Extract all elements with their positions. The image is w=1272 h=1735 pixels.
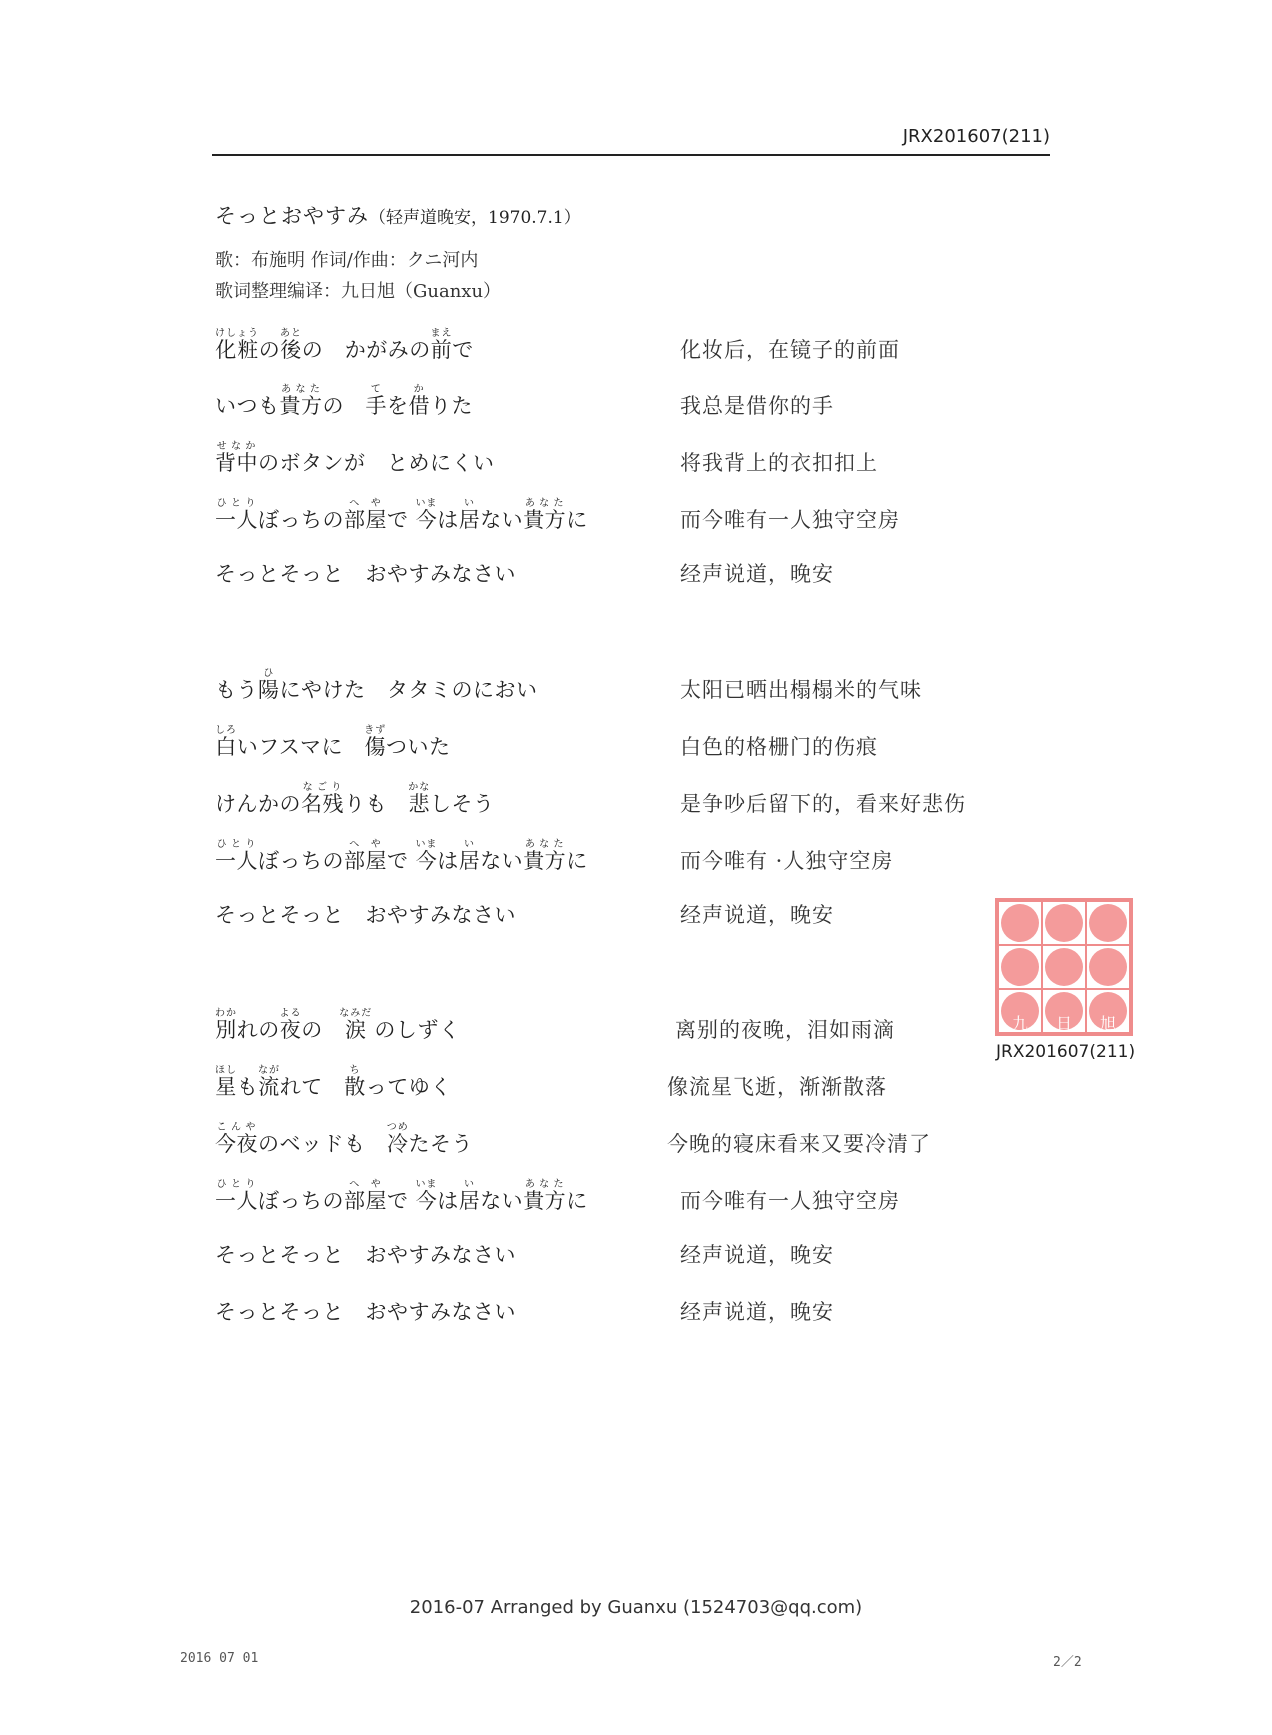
stamp-dot [1045,948,1083,986]
ruby-word: 傷きず [364,725,387,759]
lyric-japanese: 白しろいフスマに 傷きずついた [215,725,451,759]
ruby-word: 部屋へや [344,839,387,873]
stamp-cell [1086,945,1130,989]
ruby-word: 今いま [415,839,438,873]
arranger-line: 歌词整理编译：九日旭（Guanxu） [215,281,502,302]
lyric-chinese: 而今唯有一人独守空房 [680,1189,900,1213]
furigana: へや [344,498,387,509]
ruby-word: 一人ひとり [215,839,258,873]
footer-date: 2016 07 01 [180,1651,259,1666]
lyric-japanese: そっとそっと おやすみなさい [215,903,516,927]
ruby-word: 今いま [415,498,438,532]
furigana: せなか [215,441,258,452]
stamp-dot [1089,948,1127,986]
ruby-word: 居い [458,839,481,873]
lyric-chinese: 而今唯有一人独守空房 [680,508,900,532]
furigana: まえ [430,328,453,339]
stamp-cell [1042,901,1086,945]
ruby-word: 借か [408,384,430,418]
stamp-cell [998,901,1042,945]
stamp-dot [1001,948,1039,986]
ruby-word: 夜よる [279,1008,302,1042]
lyric-chinese: 白色的格栅门的伤痕 [680,735,878,759]
ruby-word: 居い [458,498,481,532]
furigana: なみだ [339,1008,373,1019]
ruby-word: 貴方あなた [279,384,323,418]
furigana: ち [344,1065,366,1076]
furigana: あなた [523,839,567,850]
lyric-japanese: 星ほしも流ながれて 散ちってゆく [215,1065,452,1099]
ruby-word: 前まえ [430,328,453,362]
lyric-chinese: 我总是借你的手 [680,394,834,418]
ruby-word: 悲かな [408,782,431,816]
lyric-japanese: 一人ひとりぼっちの部屋へやで 今いまは居いない貴方あなたに [215,1179,588,1213]
furigana: ひとり [215,839,258,850]
lyric-japanese: いつも貴方あなたの 手てを借かりた [215,384,473,418]
furigana: いま [415,498,438,509]
ruby-word: 貴方あなた [523,839,567,873]
lyric-chinese: 离别的夜晚，泪如雨滴 [675,1018,895,1042]
ruby-word: 陽ひ [258,668,280,702]
furigana: か [408,384,430,395]
furigana: い [458,498,481,509]
furigana: い [458,1179,481,1190]
stamp-char: 日 [1055,1014,1072,1033]
lyric-japanese: けんかの名残なごりりも 悲かなしそう [215,782,495,816]
credits-line: 歌：布施明 作词/作曲：クニ河内 [215,250,479,271]
ruby-word: 貴方あなた [523,498,567,532]
furigana: ひとり [215,498,258,509]
ruby-word: 部屋へや [344,1179,387,1213]
ruby-word: 居い [458,1179,481,1213]
furigana: ひ [258,668,280,679]
lyric-japanese: 一人ひとりぼっちの部屋へやで 今いまは居いない貴方あなたに [215,839,588,873]
furigana: あなた [523,498,567,509]
ruby-word: 冷つめ [386,1122,409,1156]
furigana: こんや [215,1122,258,1133]
ruby-word: 名残なごり [301,782,344,816]
lyric-chinese: 而今唯有 ·人独守空房 [680,849,894,873]
furigana: いま [415,839,438,850]
furigana: よる [279,1008,302,1019]
ruby-word: 後あと [280,328,302,362]
lyric-chinese: 将我背上的衣扣扣上 [680,451,878,475]
ruby-word: 今夜こんや [215,1122,258,1156]
song-title-main: そっとおやすみ [215,204,369,228]
lyric-chinese: 经声说道，晚安 [680,903,834,927]
ruby-word: 部屋へや [344,498,387,532]
stamp-code: JRX201607(211) [996,1042,1136,1062]
ruby-word: 星ほし [215,1065,237,1099]
footer-credit: 2016-07 Arranged by Guanxu (1524703@qq.com) [409,1597,863,1618]
seal-stamp [995,898,1133,1036]
stamp-cell [998,989,1042,1033]
furigana: なごり [301,782,344,793]
stamp-cell [998,945,1042,989]
ruby-word: 別わか [215,1008,237,1042]
stamp-cell [1086,989,1130,1033]
furigana: へや [344,839,387,850]
lyric-japanese: そっとそっと おやすみなさい [215,562,516,586]
furigana: ほし [215,1065,237,1076]
lyric-japanese: そっとそっと おやすみなさい [215,1243,516,1267]
ruby-word: 一人ひとり [215,1179,258,1213]
furigana: しろ [215,725,237,736]
lyric-chinese: 是争吵后留下的，看来好悲伤 [680,792,966,816]
lyric-chinese: 经声说道，晚安 [680,1243,834,1267]
ruby-word: 一人ひとり [215,498,258,532]
lyric-japanese: 別わかれの夜よるの 涙なみだ のしずく [215,1008,461,1042]
lyric-japanese: 背中せなかのボタンが とめにくい [215,441,495,475]
furigana: わか [215,1008,237,1019]
furigana: けしょう [215,328,259,339]
stamp-cell [1042,945,1086,989]
stamp-dot [1045,904,1083,942]
lyric-chinese: 今晚的寝床看来又要冷清了 [667,1132,931,1156]
furigana: へや [344,1179,387,1190]
lyric-chinese: 经声说道，晚安 [680,1300,834,1324]
furigana: あと [280,328,302,339]
furigana: あなた [523,1179,567,1190]
song-title [215,200,581,230]
ruby-word: 貴方あなた [523,1179,567,1213]
header-rule [212,154,1050,156]
lyric-chinese: 像流星飞逝，渐渐散落 [667,1075,887,1099]
furigana: あなた [279,384,323,395]
ruby-word: 流なが [258,1065,280,1099]
lyric-japanese: もう陽ひにやけた タタミのにおい [215,668,538,702]
lyric-japanese: 今夜こんやのベッドも 冷つめたそう [215,1122,473,1156]
song-title-sub: （轻声道晚安，1970.7.1） [369,208,581,228]
ruby-word: 化粧けしょう [215,328,259,362]
lyric-japanese: 一人ひとりぼっちの部屋へやで 今いまは居いない貴方あなたに [215,498,588,532]
page-number: 2／2 [1053,1655,1082,1670]
ruby-word: 散ち [344,1065,366,1099]
furigana: つめ [386,1122,409,1133]
furigana: いま [415,1179,438,1190]
furigana: い [458,839,481,850]
furigana: きず [364,725,387,736]
ruby-word: 今いま [415,1179,438,1213]
ruby-word: 背中せなか [215,441,258,475]
furigana: なが [258,1065,280,1076]
lyric-chinese: 经声说道，晚安 [680,562,834,586]
ruby-word: 手て [365,384,387,418]
stamp-char: 旭 [1099,1014,1116,1033]
stamp-dot [1089,904,1127,942]
stamp-char: 九 [1011,1014,1028,1033]
header-code: JRX201607(211) [902,126,1050,147]
stamp-dot [1001,904,1039,942]
furigana: て [365,384,387,395]
lyric-japanese: そっとそっと おやすみなさい [215,1300,516,1324]
furigana: ひとり [215,1179,258,1190]
ruby-word: 白しろ [215,725,237,759]
lyric-chinese: 化妆后，在镜子的前面 [680,338,900,362]
stamp-cell [1042,989,1086,1033]
stamp-cell [1086,901,1130,945]
ruby-word: 涙なみだ [339,1008,373,1042]
lyric-chinese: 太阳已晒出榻榻米的气味 [680,678,922,702]
lyric-japanese: 化粧けしょうの後あとの かがみの前まえで [215,328,474,362]
furigana: かな [408,782,431,793]
